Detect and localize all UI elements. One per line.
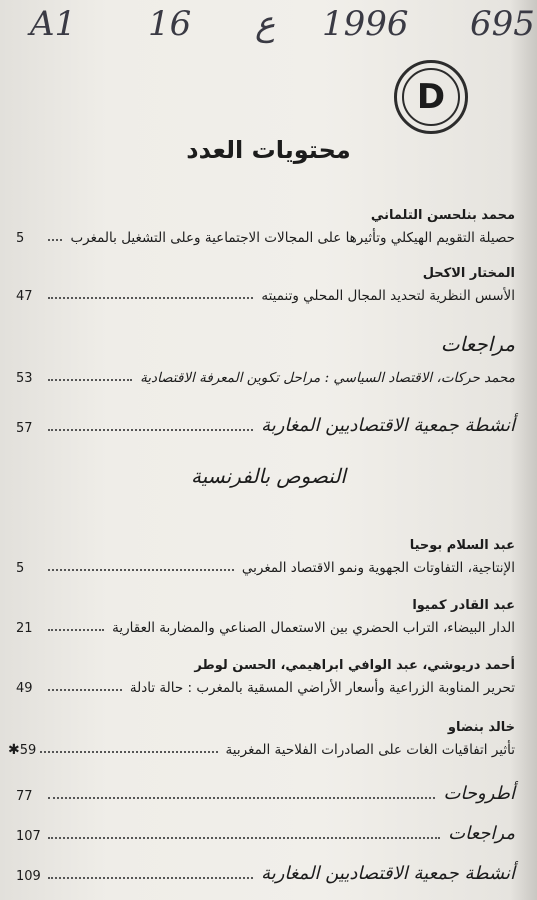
handwritten-mark-icon: ✱: [8, 742, 20, 758]
entry-author: محمد بنلحسن التلماني: [370, 208, 515, 223]
entry-title: الإنتاجية، التفاوتات الجهوية ونمو الاقتصاد المغربي: [241, 560, 515, 576]
page-title: محتويات العدد: [186, 136, 351, 164]
leader-dots: [48, 296, 253, 299]
entry-line[interactable]: [16, 676, 515, 696]
entry-page: 47: [16, 289, 33, 304]
entry-title: مراجعات: [448, 823, 515, 844]
entry-page: 5: [16, 231, 25, 246]
handwritten-number: 16: [148, 4, 192, 44]
leader-dots: [48, 836, 440, 839]
leader-dots: [48, 796, 435, 799]
leader-dots: [48, 876, 253, 879]
entry-author: عبد القادر كميوا: [412, 598, 515, 613]
review-entry[interactable]: [16, 366, 515, 386]
entry-title: حصيلة التقويم الهيكلي وتأثيرها على المجالات الاجتماعية وعلى التشغيل بالمغرب: [70, 230, 515, 246]
handwritten-code: A1: [30, 4, 77, 44]
entry-author: عبد السلام بوحيا: [409, 538, 515, 553]
entry-line[interactable]: [16, 226, 515, 246]
entry-page: 53: [16, 371, 33, 386]
entry-title: تحرير المناوبة الزراعية وأسعار الأراضي المسقية بالمغرب : حالة تادلة: [129, 680, 515, 696]
reviews-heading: مراجعات: [440, 332, 515, 356]
entry-page: 107: [16, 829, 41, 844]
theses-entry[interactable]: [16, 778, 515, 804]
leader-dots: [40, 750, 217, 753]
handwritten-year: 1996: [322, 4, 409, 44]
handwritten-annotation: [0, 4, 537, 54]
entry-title: الأسس النظرية لتحديد المجال المحلي وتنميته: [261, 288, 515, 304]
entry-title: أنشطة جمعية الاقتصاديين المغاربة: [261, 863, 515, 884]
activities-entry[interactable]: [16, 410, 515, 436]
stamp-circle: [394, 60, 468, 134]
entry-page: 21: [16, 621, 33, 636]
reviews-entry[interactable]: [16, 818, 515, 844]
entry-line[interactable]: [6, 738, 515, 758]
entry-title: محمد حركات، الاقتصاد السياسي : مراحل تكوين المعرفة الاقتصادية: [140, 370, 515, 386]
entry-page: 77: [16, 789, 33, 804]
entry-title: أطروحات: [443, 783, 515, 804]
entry-line[interactable]: [16, 616, 515, 636]
entry-title: تأثير اتفاقيات الغات على الصادرات الفلاحية المغربية: [225, 742, 515, 758]
leader-dots: [48, 238, 62, 241]
leader-dots: [48, 378, 132, 381]
entry-author: خالد بنضاو: [447, 720, 515, 735]
handwritten-letter: ع: [255, 4, 276, 44]
entry-title: الدار البيضاء، التراب الحضري بين الاستعمال الصناعي والمضاربة العقارية: [112, 620, 515, 636]
leader-dots: [48, 628, 104, 631]
entry-page: 109: [16, 869, 41, 884]
french-section-heading: النصوص بالفرنسية: [191, 464, 346, 488]
entry-author: أحمد دريوشي، عبد الوافي ابراهيمي، الحسن لوطر: [194, 658, 515, 673]
leader-dots: [48, 428, 253, 431]
stamp-letter: D: [402, 68, 460, 126]
entry-page: 5: [16, 561, 25, 576]
entry-author: المختار الاكحل: [422, 266, 515, 281]
entry-title: أنشطة جمعية الاقتصاديين المغاربة: [261, 415, 515, 436]
entry-page: 49: [16, 681, 33, 696]
handwritten-ref: 695: [470, 4, 535, 44]
leader-dots: [48, 568, 234, 571]
entry-line[interactable]: [16, 284, 515, 304]
entry-page: 57: [16, 421, 33, 436]
entry-line[interactable]: [16, 556, 515, 576]
leader-dots: [48, 688, 122, 691]
activities-entry[interactable]: [16, 858, 515, 884]
entry-page: ✱59: [8, 742, 37, 758]
